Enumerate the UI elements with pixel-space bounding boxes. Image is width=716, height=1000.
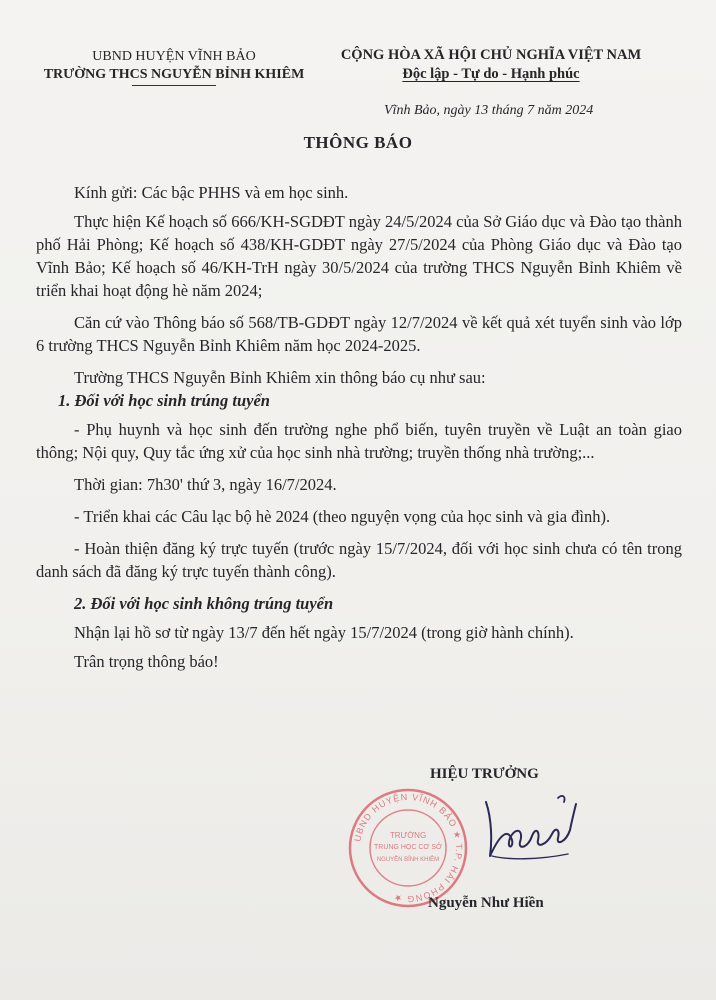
place-date: Vĩnh Bảo, ngày 13 tháng 7 năm 2024 [384, 103, 594, 118]
list-item: Nhận lại hồ sơ từ ngày 13/7 đến hết ngày 15/7/2024 (trong giờ hành chính). [74, 623, 574, 642]
svg-text:NGUYỄN BỈNH KHIÊM: NGUYỄN BỈNH KHIÊM [376, 857, 440, 863]
national-name: CỘNG HÒA XÃ HỘI CHỦ NGHĨA VIỆT NAM [340, 47, 642, 63]
schedule-line: Thời gian: 7h30' thứ 3, ngày 16/7/2024. [74, 475, 337, 494]
national-title [326, 46, 656, 84]
signer-title: HIỆU TRƯỞNG [430, 766, 539, 782]
closing-line: Trân trọng thông báo! [74, 652, 219, 671]
document-title: THÔNG BÁO [303, 133, 413, 152]
greeting: Kính gửi: Các bậc PHHS và em học sinh. [74, 183, 349, 202]
list-item: - Triển khai các Câu lạc bộ hè 2024 (theo nguyện vọng của học sinh và gia đình). [74, 507, 611, 526]
paragraph: Trường THCS Nguyễn Bỉnh Khiêm xin thông báo cụ như sau: [74, 368, 486, 387]
paragraph: Thực hiện Kế hoạch số 666/KH-SGDĐT ngày 24/5/2024 của Sở Giáo dục và Đào tạo thành phố Hải Phòng; Kế hoạch số 438/KH-GDĐT ngày 27/5/2024 của Phòng Giáo dục và Đào tạo Vĩnh Bảo; Kế hoạch số 46/KH-TrH ngày 30/5/2024 của trường THCS Nguyễn Bỉnh Khiêm về triển khai hoạt động hè năm 2024; [36, 212, 682, 300]
paragraph: Căn cứ vào Thông báo số 568/TB-GDĐT ngày 12/7/2024 về kết quả xét tuyển sinh vào lớp 6 trường THCS Nguyễn Bỉnh Khiêm năm học 2024-2025. [36, 313, 682, 355]
signer-name: Nguyễn Như Hiền [428, 895, 544, 911]
official-seal [346, 786, 470, 910]
school-name: TRƯỜNG THCS NGUYỄN BỈNH KHIÊM [43, 67, 305, 82]
svg-text:TRUNG HỌC CƠ SỞ: TRUNG HỌC CƠ SỞ [373, 844, 443, 851]
document-body [36, 181, 682, 673]
svg-text:TRƯỜNG: TRƯỜNG [389, 831, 427, 840]
section-heading: 2. Đối với học sinh không trúng tuyển [74, 594, 334, 613]
national-motto: Độc lập - Tự do - Hạnh phúc [402, 66, 580, 82]
section-heading: 1. Đối với học sinh trúng tuyển [58, 391, 270, 410]
authority-line: UBND HUYỆN VĨNH BẢO [92, 49, 256, 64]
list-item: - Hoàn thiện đăng ký trực tuyến (trước ngày 15/7/2024, đối với học sinh chưa có tên trong danh sách đã đăng ký trực tuyến thành công). [36, 539, 682, 581]
authority-underline [132, 85, 216, 86]
issuing-authority [38, 48, 310, 86]
svg-text:UBND HUYỆN VĨNH BẢO ★ T.P. HẢI: UBND HUYỆN VĨNH BẢO ★ T.P. HẢI PHÒNG ★ [352, 791, 465, 905]
list-item: - Phụ huynh và học sinh đến trường nghe phổ biến, tuyên truyền về Luật an toàn giao thông; Nội quy, Quy tắc ứng xử của học sinh nhà trường; truyền thống nhà trường;... [36, 420, 682, 462]
handwritten-signature [478, 790, 588, 870]
